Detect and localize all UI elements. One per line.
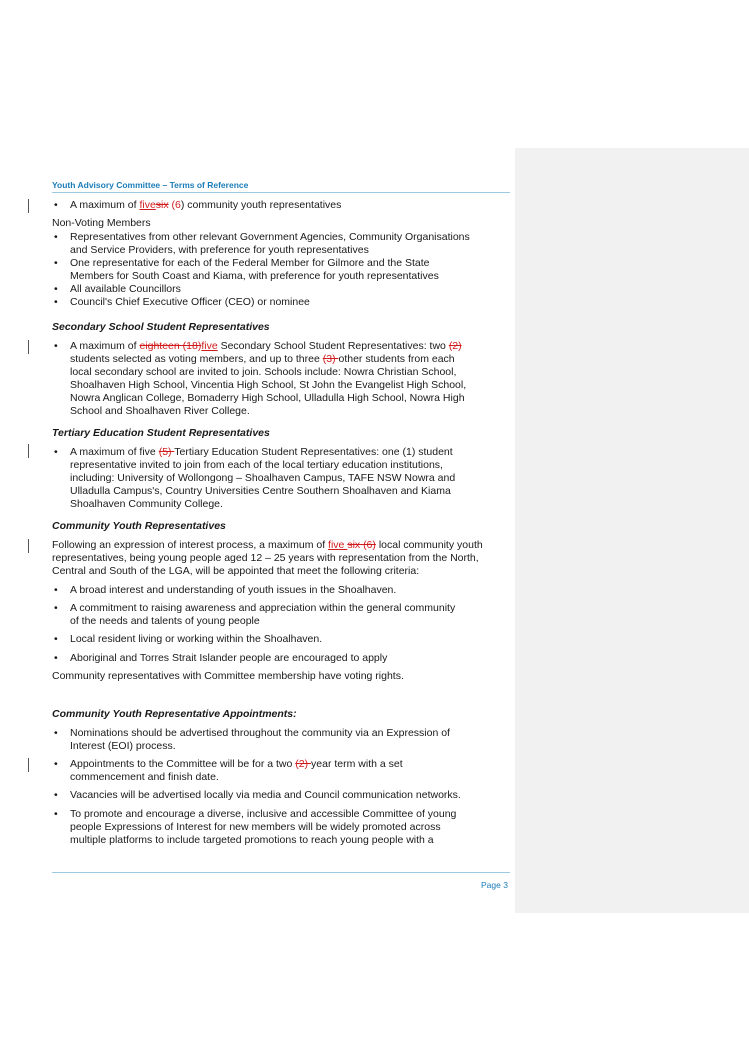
header-rule [52,192,510,193]
list-item: • Nominations should be advertised throughout the community via an Expression of Interest (EOI) process. [54,727,450,753]
deleted-text: (5) [158,446,175,458]
change-bar [28,199,29,213]
list-item: • One representative for each of the Federal Member for Gilmore and the State Members for South Coast and Kiama, with preference for youth representatives [54,257,439,283]
list-item: • All available Councillors [54,283,181,295]
section-heading: Tertiary Education Student Representatives [52,427,270,439]
non-voting-label: Non-Voting Members [52,217,151,229]
list-item: • A maximum of five (5) Tertiary Education Student Representatives: one (1) student representative invited to join from each of the local tertiary education institutions, including: University of Wollongong – Shoalhaven Campus, TAFE NSW Nowra and Ulladulla Campus's, Country Universities Centre Southern Shoalhaven and Kiama Shoalhaven Community College. [54,446,456,511]
list-item: • Aboriginal and Torres Strait Islander people are encouraged to apply [54,652,388,664]
edited-text: (6 [171,199,181,211]
list-item: • Council's Chief Executive Officer (CEO) or nominee [54,296,310,308]
list-item: • Vacancies will be advertised locally via media and Council communication networks. [54,789,461,801]
deleted-text: six (6) [347,539,376,551]
page-number: Page 3 [481,880,508,890]
deleted-text: (2) [448,340,462,352]
change-bar [28,539,29,553]
section-heading: Secondary School Student Representatives [52,321,270,333]
inserted-text: five [139,199,156,211]
list-item: • A maximum of eighteen (18)five Secondary School Student Representatives: two (2) students selected as voting members, and up to three (3) other students from each local secondary school are invited to join. Schools include: Nowra Christian School, Shoalhaven High School, Vincentia High School, St John the Evangelist High School, Nowra Anglican College, Bomaderry High School, Ulladulla High School, Nowra High School and Shoalhaven River College. [54,340,467,418]
paragraph: Community representatives with Committee membership have voting rights. [52,670,404,682]
section-heading: Community Youth Representatives [52,520,226,532]
change-bar [28,758,29,772]
change-bar [28,444,29,458]
list-item: • Appointments to the Committee will be for a two (2) year term with a set commencement and finish date. [54,758,403,784]
footer-rule [52,872,510,873]
deleted-text: six [155,199,169,211]
document-header: Youth Advisory Committee – Terms of Reference [52,180,249,190]
comment-pane [515,148,749,913]
list-item: • A commitment to raising awareness and appreciation within the general community of the needs and talents of young people [54,602,456,628]
list-item: • Representatives from other relevant Government Agencies, Community Organisations and Service Providers, with preference for youth representatives [54,231,470,257]
deleted-text: (3) [322,353,339,366]
list-item: • A broad interest and understanding of youth issues in the Shoalhaven. [54,584,397,596]
list-item: • To promote and encourage a diverse, inclusive and accessible Committee of young people Expressions of Interest for new members will be widely promoted across multiple platforms to include targeted promotions to reach young people with a [54,808,457,847]
deleted-text: eighteen (18) [139,340,202,352]
change-bar [28,340,29,354]
list-item: • Local resident living or working within the Shoalhaven. [54,633,323,645]
deleted-text: (2) [295,758,312,770]
section-heading: Community Youth Representative Appointments: [52,708,297,720]
paragraph: Following an expression of interest process, a maximum of five six (6) local community youth representatives, being young people aged 12 – 25 years with representation from the North, Central and South of the LGA, will be appointed that meet the following criteria: [52,539,483,578]
inserted-text: five [328,539,348,551]
list-item: • A maximum of fivesix (6) community youth representatives [54,199,342,211]
inserted-text: five [201,340,218,352]
